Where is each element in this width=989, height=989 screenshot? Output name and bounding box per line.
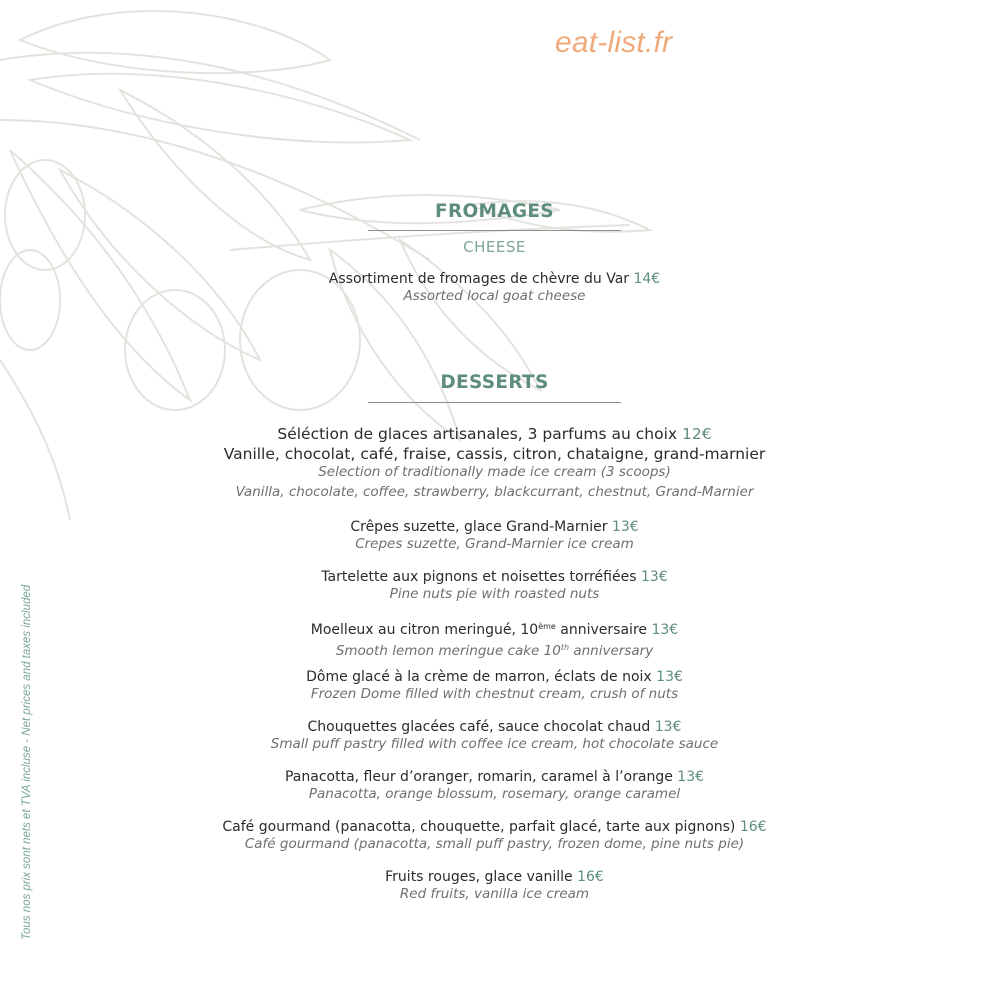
item-name-en: Panacotta, orange blossum, rosemary, orange caramel bbox=[308, 786, 681, 802]
item-name-en-text: Smooth lemon meringue cake 10 bbox=[335, 643, 561, 659]
menu-item bbox=[0, 270, 989, 305]
item-name-fr bbox=[0, 568, 989, 586]
menu-item-glaces bbox=[0, 424, 989, 501]
item-name-en-text-end: anniversary bbox=[569, 643, 654, 659]
item-price: 14€ bbox=[633, 271, 661, 287]
item-price: 16€ bbox=[577, 869, 604, 885]
menu-item bbox=[0, 718, 989, 753]
section-title-desserts: DESSERTS bbox=[440, 372, 549, 393]
item-name-en: Selection of traditionally made ice cream (3 scoops) bbox=[318, 464, 671, 480]
item-name-fr bbox=[0, 270, 989, 288]
price-disclaimer: Tous nos prix sont nets et TVA incluse - Net prices and taxes included bbox=[21, 584, 33, 940]
brand-watermark: eat-list.fr bbox=[555, 26, 673, 59]
item-price: 13€ bbox=[654, 719, 682, 735]
item-name-fr-text: Chouquettes glacées café, sauce chocolat chaud bbox=[307, 719, 651, 735]
section-subtitle-cheese: CHEESE bbox=[463, 238, 526, 256]
item-flavours-en: Vanilla, chocolate, coffee, strawberry, blackcurrant, chestnut, Grand-Marnier bbox=[235, 484, 754, 500]
ordinal-suffix: ème bbox=[538, 622, 556, 631]
item-name-fr-text: Moelleux au citron meringué, 10 bbox=[310, 622, 539, 638]
menu-item bbox=[0, 868, 989, 903]
section-divider bbox=[368, 402, 621, 403]
item-name-en: Café gourmand (panacotta, small puff pastry, frozen dome, pine nuts pie) bbox=[244, 836, 745, 852]
menu-item bbox=[0, 768, 989, 803]
item-name-en: Small puff pastry filled with coffee ice cream, hot chocolate sauce bbox=[270, 736, 719, 752]
item-name-fr bbox=[0, 618, 989, 639]
item-name-fr bbox=[0, 718, 989, 736]
item-name-fr-text: Dôme glacé à la crème de marron, éclats de noix bbox=[306, 669, 652, 685]
item-name-fr-text: Fruits rouges, glace vanille bbox=[385, 869, 573, 885]
item-name-en: Red fruits, vanilla ice cream bbox=[399, 886, 590, 902]
item-price: 16€ bbox=[739, 819, 767, 835]
item-name-fr bbox=[0, 818, 989, 836]
item-name-fr bbox=[0, 424, 989, 444]
item-name-en bbox=[0, 639, 989, 660]
item-name-fr bbox=[0, 668, 989, 686]
item-price: 13€ bbox=[656, 669, 683, 685]
item-name-en: Pine nuts pie with roasted nuts bbox=[389, 586, 600, 602]
item-name-fr-text: Assortiment de fromages de chèvre du Var bbox=[328, 271, 630, 287]
item-price: 13€ bbox=[640, 569, 668, 585]
menu-item bbox=[0, 568, 989, 603]
item-name-fr bbox=[0, 768, 989, 786]
menu-item bbox=[0, 518, 989, 553]
item-name-fr-text: Panacotta, fleur d’oranger, romarin, caramel à l’orange bbox=[284, 769, 673, 785]
item-name-fr-text: Tartelette aux pignons et noisettes torréfiées bbox=[321, 569, 637, 585]
item-flavours-fr: Vanille, chocolat, café, fraise, cassis, citron, chataigne, grand-marnier bbox=[223, 445, 766, 463]
item-price: 13€ bbox=[651, 622, 679, 638]
item-name-fr-text: Séléction de glaces artisanales, 3 parfums au choix bbox=[277, 425, 678, 443]
menu-item bbox=[0, 818, 989, 853]
item-name-en: Crepes suzette, Grand-Marnier ice cream bbox=[355, 536, 634, 552]
item-name-fr-text-end: anniversaire bbox=[555, 622, 648, 638]
menu-item bbox=[0, 668, 989, 703]
item-price: 12€ bbox=[682, 425, 712, 443]
item-name-fr-text: Café gourmand (panacotta, chouquette, parfait glacé, tarte aux pignons) bbox=[222, 819, 736, 835]
section-divider bbox=[368, 230, 621, 231]
item-name-en: Assorted local goat cheese bbox=[403, 288, 586, 304]
item-price: 13€ bbox=[611, 519, 639, 535]
ordinal-suffix: th bbox=[560, 643, 570, 652]
item-name-fr bbox=[0, 868, 989, 886]
menu-item bbox=[0, 618, 989, 660]
item-name-fr bbox=[0, 518, 989, 536]
item-name-en: Frozen Dome filled with chestnut cream, crush of nuts bbox=[310, 686, 679, 702]
item-price: 13€ bbox=[677, 769, 705, 785]
section-title-fromages: FROMAGES bbox=[435, 201, 554, 222]
item-name-fr-text: Crêpes suzette, glace Grand-Marnier bbox=[350, 519, 608, 535]
